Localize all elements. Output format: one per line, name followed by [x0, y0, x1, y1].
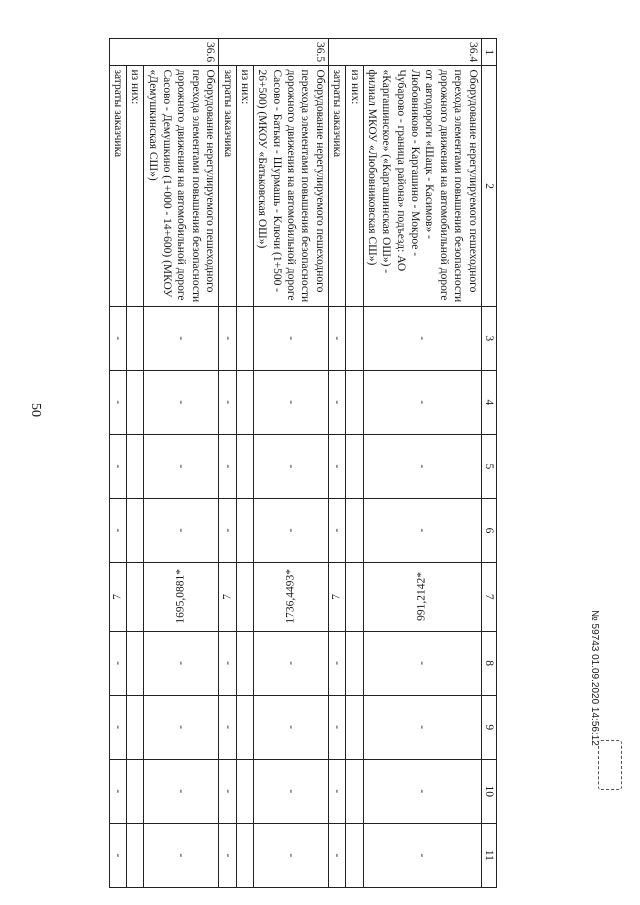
cell: - [328, 434, 345, 498]
cell: - [144, 306, 219, 370]
cell: - [219, 823, 236, 887]
cell-value [328, 562, 345, 631]
cell: - [254, 434, 329, 498]
row-label: из них: [127, 66, 144, 306]
table-row [109, 39, 126, 888]
header-cell-1: 1 [481, 39, 496, 66]
cell: - [254, 631, 329, 695]
table-row [254, 39, 329, 888]
cell: - [219, 759, 236, 823]
row-description: Оборудование нерегулируемого пешеходного перехода элементами повышения безопасности дорожного движения на автомобильной дороге Сасово - Демушкино (1+000 - 14+600) (МКОУ «Демушкинская СШ») [144, 66, 219, 306]
header-cell-9: 9 [481, 695, 496, 759]
cell-value [254, 562, 329, 631]
header-cell-8: 8 [481, 631, 496, 695]
row-label: затраты заказчика [219, 66, 236, 306]
value-text: 1736,4493* [284, 569, 297, 625]
header-cell-11: 11 [481, 823, 496, 887]
row-id: 36.5 [219, 39, 329, 66]
cell: - [109, 434, 126, 498]
row-label: из них: [346, 66, 363, 306]
cell: - [328, 695, 345, 759]
value-text: 7 [111, 593, 124, 600]
table-row [127, 39, 144, 888]
cell: - [109, 695, 126, 759]
value-text: 1695,0881* [175, 569, 188, 625]
row-label: затраты заказчика [109, 66, 126, 306]
cell: - [363, 434, 481, 498]
cell: - [144, 695, 219, 759]
cell: - [144, 631, 219, 695]
row-description: Оборудование нерегулируемого пешеходного перехода элементами повышения безопасности дорожного движения на автомобильной дороге Сасово - Батьки - Шурмашь - Ключи (1+500 - 26+500) (МКОУ «Батьковская ОШ») [254, 66, 329, 306]
stamp-icon [598, 740, 622, 790]
header-cell-7: 7 [481, 562, 496, 631]
cell: - [144, 823, 219, 887]
cell: - [109, 823, 126, 887]
cell: - [254, 759, 329, 823]
cell: - [254, 498, 329, 562]
cell: - [363, 759, 481, 823]
value-text: 7 [330, 593, 343, 600]
cell: - [109, 306, 126, 370]
table-row [328, 39, 345, 888]
table-wrapper [109, 38, 497, 888]
row-id: 36.6 [109, 39, 219, 66]
cell: - [363, 631, 481, 695]
cell: - [254, 370, 329, 434]
cell: - [363, 695, 481, 759]
row-label: затраты заказчика [328, 66, 345, 306]
cell: - [144, 434, 219, 498]
cell: - [109, 498, 126, 562]
cell: - [363, 823, 481, 887]
table-row [363, 39, 481, 888]
cell: - [328, 306, 345, 370]
value-text: 991,2142* [415, 572, 428, 622]
header-cell-3: 3 [481, 306, 496, 370]
cell: - [328, 631, 345, 695]
table-row [346, 39, 363, 888]
header-cell-2: 2 [481, 66, 496, 306]
cell: - [219, 631, 236, 695]
cell: - [219, 695, 236, 759]
cell: - [363, 306, 481, 370]
header-row [481, 39, 496, 888]
cell: - [144, 498, 219, 562]
cell: - [219, 306, 236, 370]
cell-value [363, 562, 481, 631]
cell-value [219, 562, 236, 631]
cell: - [363, 498, 481, 562]
cell: - [109, 759, 126, 823]
header-cell-6: 6 [481, 498, 496, 562]
cell: - [219, 370, 236, 434]
row-id: 36.4 [328, 39, 481, 66]
cell: - [109, 370, 126, 434]
cell: - [254, 306, 329, 370]
table-row [219, 39, 236, 888]
cell: - [109, 631, 126, 695]
header-cell-10: 10 [481, 759, 496, 823]
table-row [236, 39, 253, 888]
cell: - [144, 759, 219, 823]
cell: - [254, 823, 329, 887]
cell-value [109, 562, 126, 631]
cell-value [144, 562, 219, 631]
page-number: 50 [28, 403, 43, 417]
registration-stamp-text: № 59743 01.09.2020 14:56:12 [589, 610, 600, 746]
cell: - [219, 434, 236, 498]
cell: - [328, 759, 345, 823]
value-text: 7 [221, 593, 234, 600]
cell: - [328, 498, 345, 562]
cell: - [144, 370, 219, 434]
table-row [144, 39, 219, 888]
cell: - [219, 498, 236, 562]
cell: - [363, 370, 481, 434]
cell: - [328, 823, 345, 887]
header-cell-4: 4 [481, 370, 496, 434]
row-label: из них: [236, 66, 253, 306]
cell: - [254, 695, 329, 759]
cell: - [328, 370, 345, 434]
row-description: Оборудование нерегулируемого пешеходного перехода элементами повышения безопасности дорожного движения на автомобильной дороге от автодороги «Шацк - Касимов» - Любовниково - Каргашино - Мокрое - Чубарово - граница района» подъезд: АО «Каргашинское» («Каргашинская ОШ») - филиал МКОУ «Любовниковская СШ») [363, 66, 481, 306]
table [109, 38, 497, 888]
header-cell-5: 5 [481, 434, 496, 498]
